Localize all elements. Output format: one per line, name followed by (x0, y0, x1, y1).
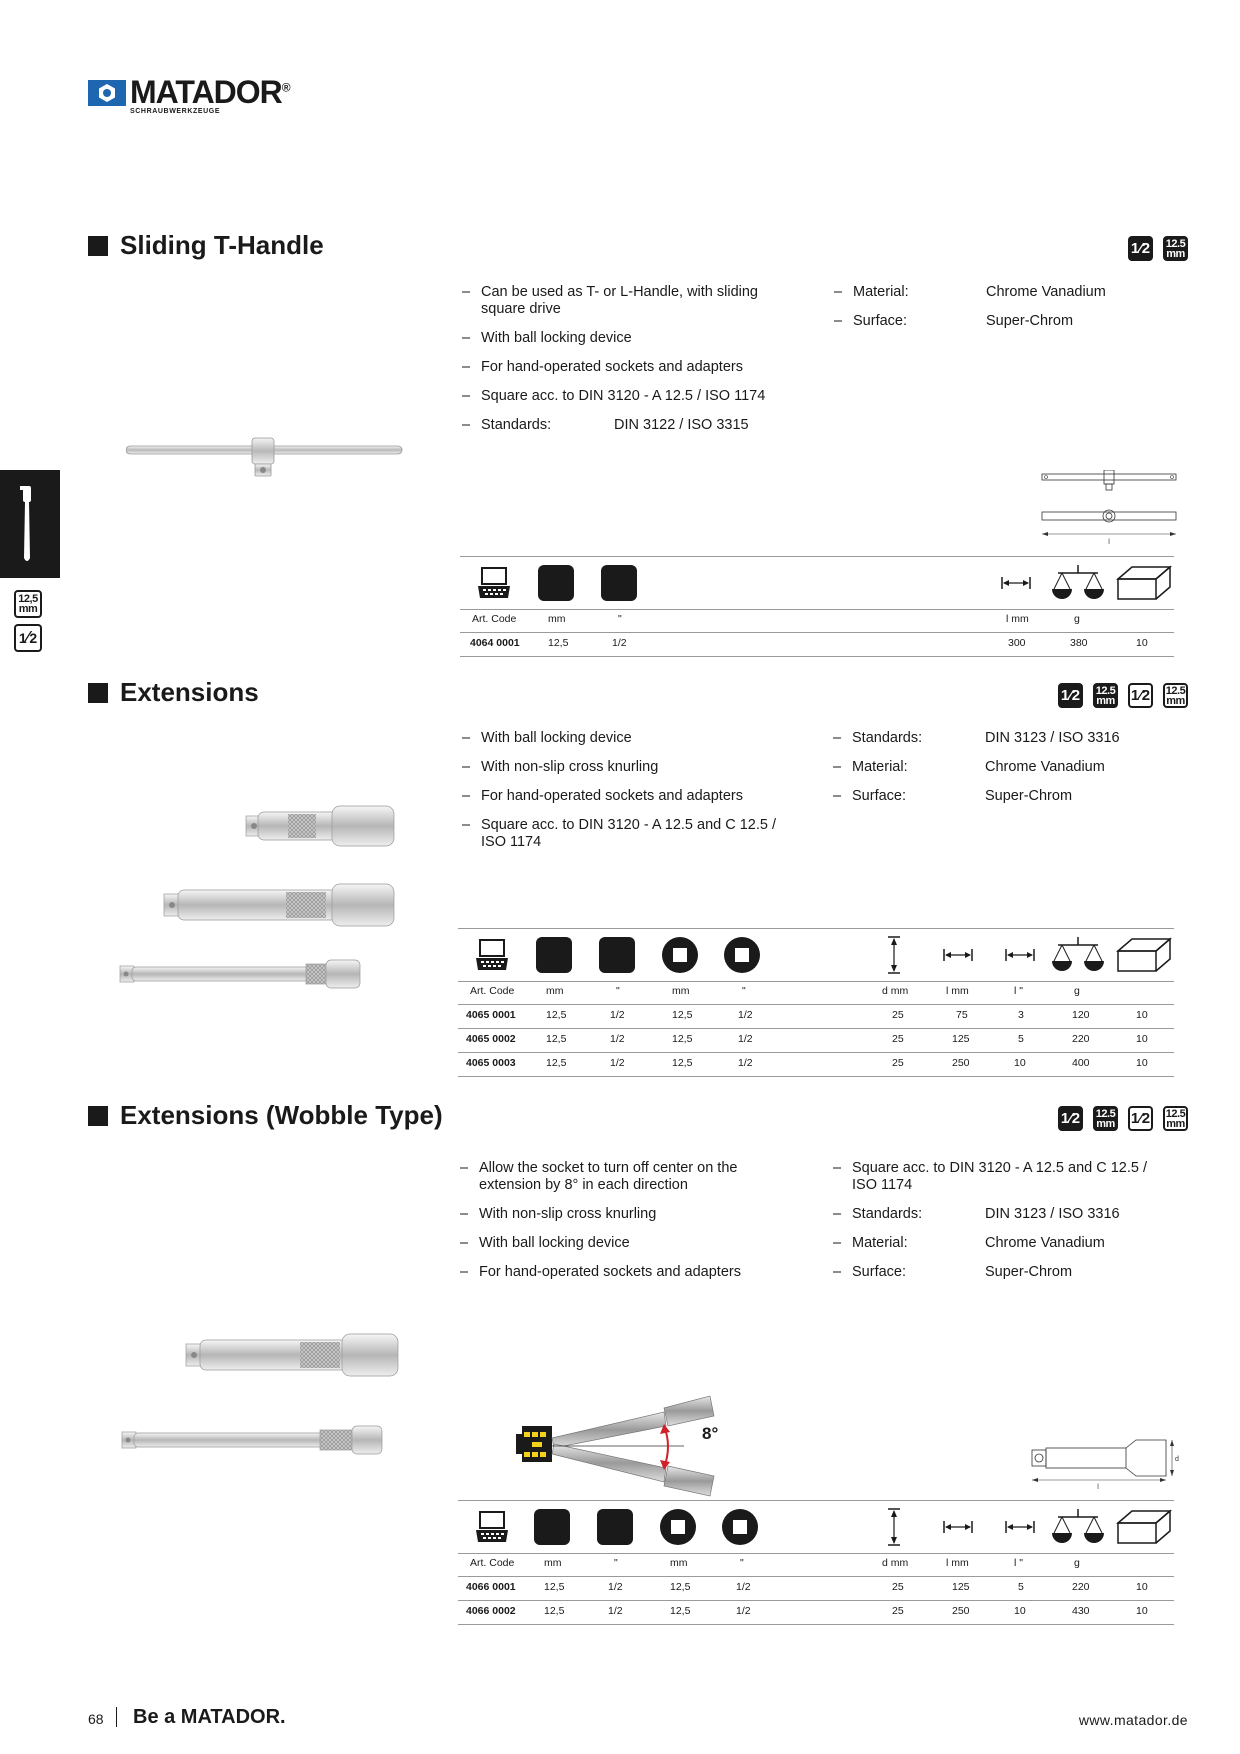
brand-name: MATADOR® (130, 74, 290, 110)
footer-slogan: Be a MATADOR. (133, 1706, 286, 1728)
spec-material: – Material: Chrome Vanadium (833, 759, 1193, 776)
wobble-extensions-image (120, 1328, 410, 1458)
section-title-extensions: Extensions (88, 677, 259, 708)
inch-badge: 1 ⁄ 2 (1128, 236, 1153, 261)
size-badges (1058, 683, 1188, 708)
specs-list (834, 284, 1194, 342)
feature-item: – For hand-operated sockets and adapters (462, 788, 802, 805)
length-icon (1000, 575, 1032, 591)
table-icon-row (458, 928, 1174, 982)
inch-badge: 1 ⁄ 2 (1058, 1106, 1083, 1131)
features-list (460, 1160, 800, 1293)
size-badges (1058, 1106, 1188, 1131)
feature-item: – With ball locking device (462, 330, 802, 347)
package-box-icon (1116, 937, 1172, 973)
brand-tagline: SCHRAUBWERKZEUGE (130, 108, 221, 115)
page-number: 68 (88, 1711, 104, 1727)
category-tab[interactable] (0, 470, 60, 578)
square-bullet-icon (88, 236, 108, 256)
feature-item: – For hand-operated sockets and adapters (460, 1264, 800, 1281)
wobble-angle-label: 8° (702, 1424, 719, 1443)
specs-list (833, 730, 1193, 817)
features-list (462, 730, 802, 863)
square-socket-mm-icon (660, 1509, 696, 1545)
length-mm-icon (942, 947, 974, 963)
product-table-extensions (458, 928, 1174, 1078)
scale-weight-icon (1050, 935, 1106, 975)
length-mm-icon (942, 1519, 974, 1535)
footer-divider (116, 1707, 117, 1727)
feature-item: – Square acc. to DIN 3120 - A 12.5 and C 12.5 / ISO 1174 (833, 1160, 1173, 1194)
feature-item: – With ball locking device (460, 1235, 800, 1252)
extensions-image (118, 796, 408, 996)
product-table-wobble (458, 1500, 1174, 1626)
scale-weight-icon (1050, 563, 1106, 603)
length-inch-icon (1004, 947, 1036, 963)
feature-item: – With non-slip cross knurling (462, 759, 802, 776)
table-row: 4065 0003 12,5 1/2 12,5 1/2 25 250 10 400 10 (458, 1052, 1174, 1077)
square-drive-inch-icon (597, 1509, 633, 1545)
website-link[interactable]: www.matador.de (1078, 1712, 1188, 1728)
sliding-t-handle-image (126, 432, 406, 484)
table-icon-row (458, 1500, 1174, 1554)
square-socket-inch-icon (722, 1509, 758, 1545)
ratchet-icon (0, 470, 60, 578)
square-drive-inch-icon (601, 565, 637, 601)
drawing-length-label: l (1097, 1484, 1099, 1490)
size-badges (1128, 236, 1188, 261)
spec-surface: – Surface: Super-Chrom (833, 788, 1193, 805)
package-box-icon (1116, 1509, 1172, 1545)
table-icon-row (460, 556, 1174, 610)
sliding-t-handle-drawing (1040, 470, 1180, 546)
spec-standards: – Standards: DIN 3123 / ISO 3316 (833, 730, 1193, 747)
mm-badge-outline: 12.5 mm (1163, 1106, 1188, 1131)
drawing-length-label: l (1108, 539, 1110, 546)
diameter-icon (886, 1507, 902, 1547)
table-row: 4066 0001 12,5 1/2 12,5 1/2 25 125 5 220 10 (458, 1576, 1174, 1601)
inch-badge: 1 ⁄ 2 (1058, 683, 1083, 708)
wobble-extension-drawing (1030, 1428, 1180, 1490)
drawing-diameter-label: d (1175, 1456, 1179, 1463)
section-title-sliding-t-handle: Sliding T-Handle (88, 230, 324, 261)
package-box-icon (1116, 565, 1172, 601)
scale-weight-icon (1050, 1507, 1106, 1547)
square-drive-inch-icon (599, 937, 635, 973)
register-keyboard-icon (474, 1510, 510, 1544)
spec-standards: – Standards: DIN 3122 / ISO 3315 (462, 417, 802, 434)
feature-item: – With ball locking device (462, 730, 802, 747)
mm-badge: 12.5 mm (1093, 683, 1118, 708)
spec-surface: – Surface: Super-Chrom (833, 1264, 1173, 1281)
spec-standards: – Standards: DIN 3123 / ISO 3316 (833, 1206, 1173, 1223)
spec-surface: – Surface: Super-Chrom (834, 313, 1194, 330)
mm-badge-outline: 12.5 mm (1163, 683, 1188, 708)
register-keyboard-icon (476, 566, 512, 600)
side-inch-badge: 1 ⁄ 2 (14, 624, 42, 652)
mm-badge: 12.5 mm (1093, 1106, 1118, 1131)
matador-logo (88, 74, 328, 148)
table-header-row: Art. Code mm " l mm g (460, 608, 1174, 633)
table-row: 4065 0002 12,5 1/2 12,5 1/2 25 125 5 220 10 (458, 1028, 1174, 1053)
side-mm-badge: 12,5 mm (14, 590, 42, 618)
features-list (462, 284, 802, 446)
diameter-icon (886, 935, 902, 975)
feature-item: – Can be used as T- or L-Handle, with sliding square drive (462, 284, 802, 318)
feature-item: – Square acc. to DIN 3120 - A 12.5 and C 12.5 / ISO 1174 (462, 817, 802, 851)
spec-material: – Material: Chrome Vanadium (833, 1235, 1173, 1252)
register-keyboard-icon (474, 938, 510, 972)
table-header-row: Art. Code mm " mm " d mm l mm l " g (458, 980, 1174, 1005)
square-socket-inch-icon (724, 937, 760, 973)
square-drive-mm-icon (534, 1509, 570, 1545)
square-drive-mm-icon (538, 565, 574, 601)
feature-item: – With non-slip cross knurling (460, 1206, 800, 1223)
specs-list (833, 1160, 1173, 1293)
product-table-t-handle (460, 556, 1174, 661)
table-row: 4066 0002 12,5 1/2 12,5 1/2 25 250 10 430 10 (458, 1600, 1174, 1625)
square-bullet-icon (88, 1106, 108, 1126)
nut-logo-icon (88, 80, 126, 106)
table-header-row: Art. Code mm " mm " d mm l mm l " g (458, 1552, 1174, 1577)
square-socket-mm-icon (662, 937, 698, 973)
square-bullet-icon (88, 683, 108, 703)
feature-item: – Allow the socket to turn off center on the extension by 8° in each direction (460, 1160, 800, 1194)
section-title-extensions-wobble: Extensions (Wobble Type) (88, 1100, 443, 1131)
inch-badge-outline: 1 ⁄ 2 (1128, 1106, 1153, 1131)
inch-badge-outline: 1 ⁄ 2 (1128, 683, 1153, 708)
length-inch-icon (1004, 1519, 1036, 1535)
mm-badge: 12.5 mm (1163, 236, 1188, 261)
spec-material: – Material: Chrome Vanadium (834, 284, 1194, 301)
table-row: 4064 0001 12,5 1/2 300 380 10 (460, 632, 1174, 657)
square-drive-mm-icon (536, 937, 572, 973)
feature-item: – For hand-operated sockets and adapters (462, 359, 802, 376)
feature-item: – Square acc. to DIN 3120 - A 12.5 / ISO 1174 (462, 388, 802, 405)
table-row: 4065 0001 12,5 1/2 12,5 1/2 25 75 3 120 10 (458, 1004, 1174, 1029)
